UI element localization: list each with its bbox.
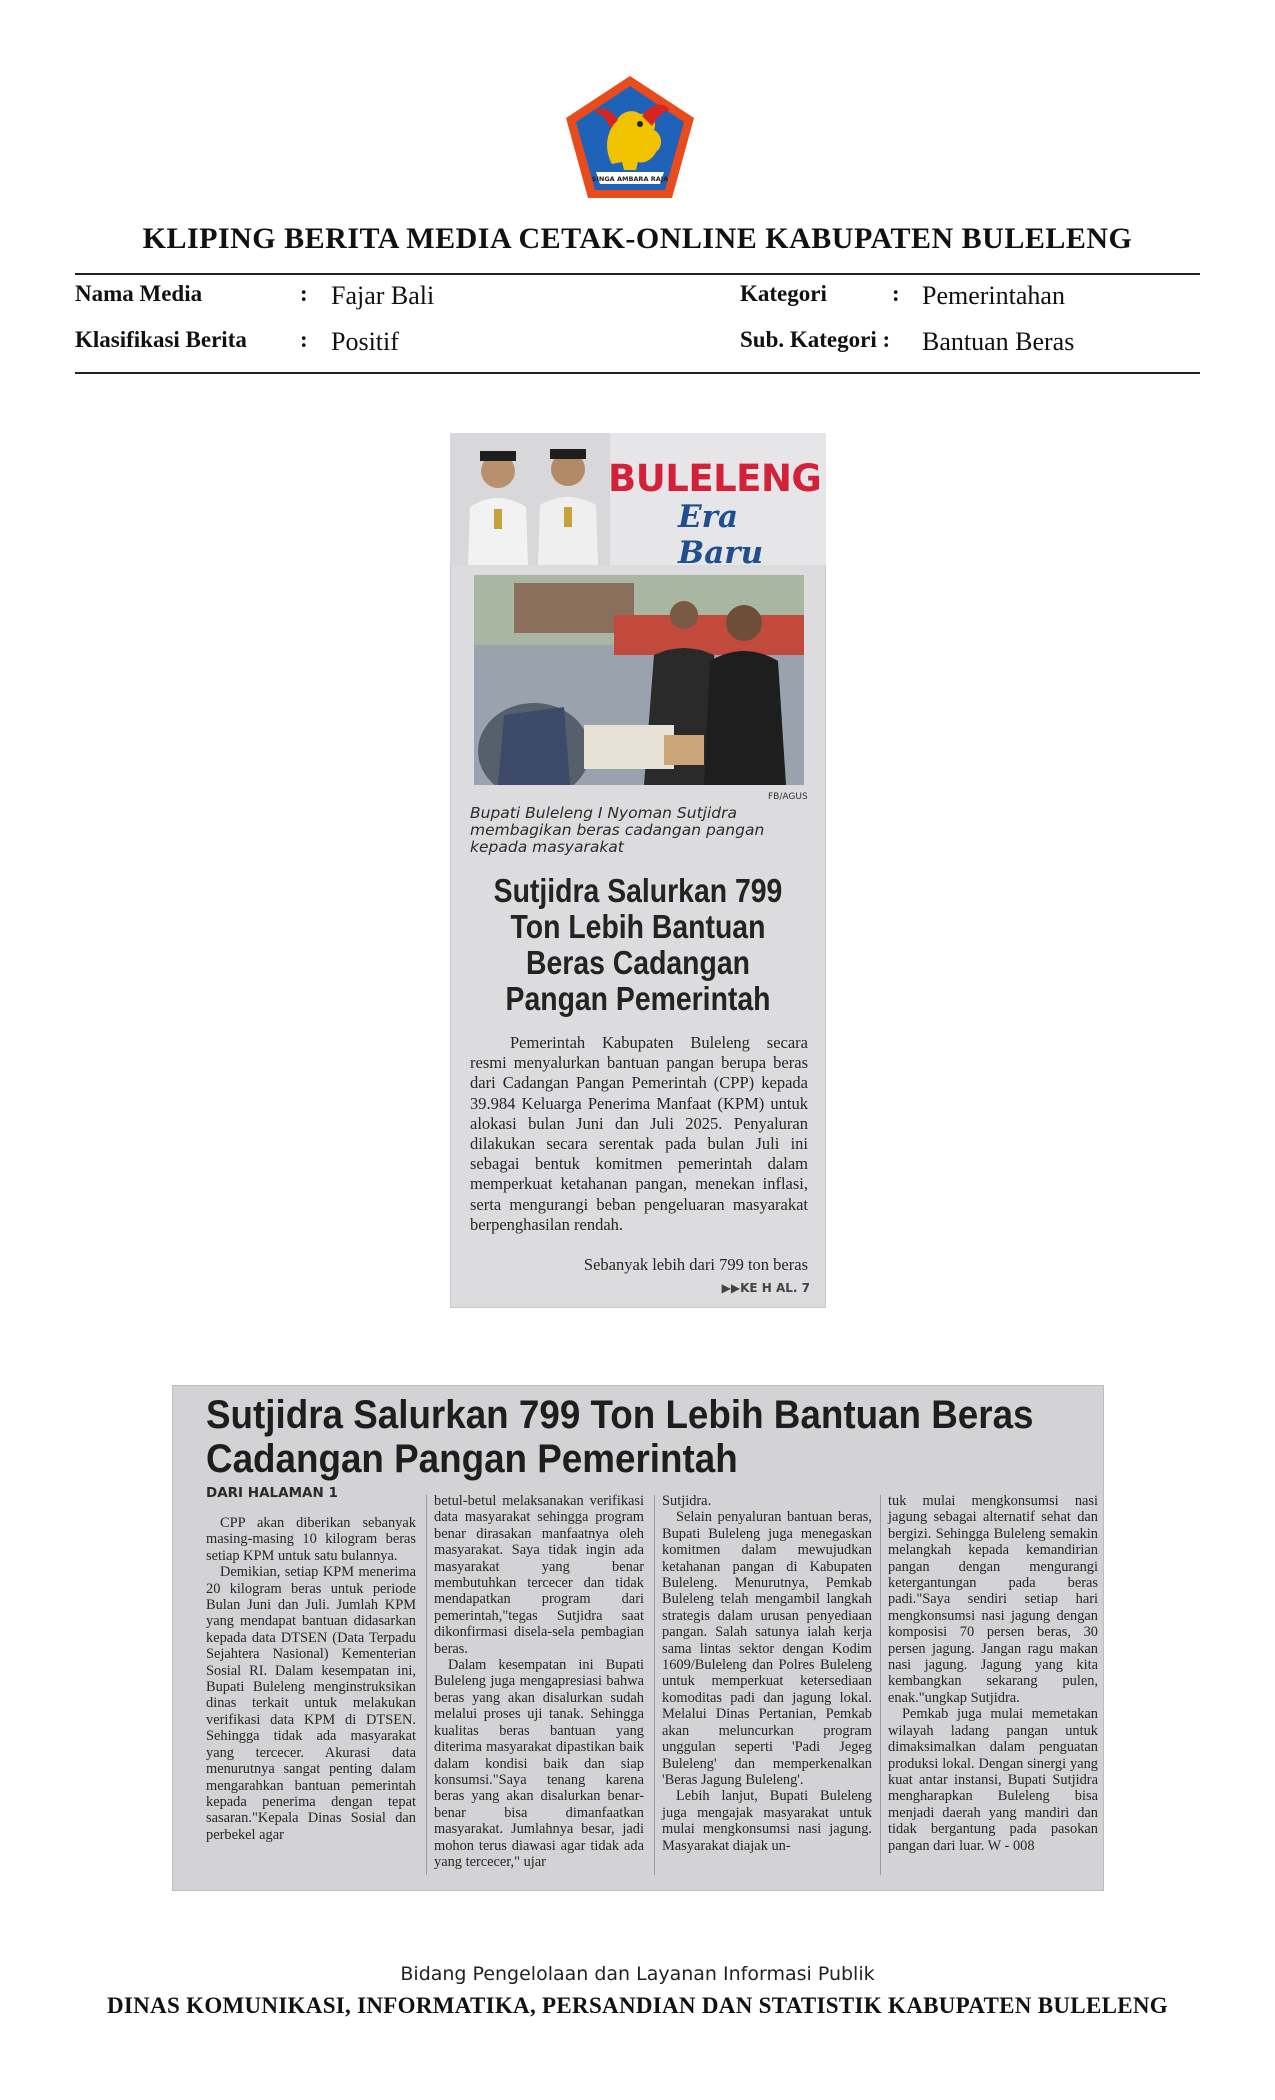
sub-category-label: Sub. Kategori : — [740, 327, 891, 352]
column-3-paragraph-2: Selain penyaluran bantuan beras, Bupati Buleleng juga menegaskan komitmen dalam mewujudkan ketahanan pangan di Kabupaten Buleleng. Menurutnya, Pemkab Buleleng telah mengambil langkah strategis dalam urusan penyediaan pangan. Salah satunya ialah kerja sama lintas sektor dengan Kodim 1609/Buleleng dan Polres Buleleng untuk memperkuat ketersediaan komoditas padi dan jagung lokal. Melalui Dinas Pertanian, Pemkab akan meluncurkan program unggulan seperti 'Padi Jegeg Buleleng' dan memperkenalkan 'Beras Jagung Buleleng'. — [662, 1509, 872, 1788]
column-4-paragraph-2: Pemkab juga mulai memetakan wilayah ladang pangan untuk dimaksimalkan dalam penguatan produksi lokal. Dengan sinergi yang kuat antar instansi, Bupati Sutjidra mengharapkan Buleleng bisa menjadi daerah yang mandiri dan tidak bergantung pada pasokan pangan dari luar. W - 008 — [888, 1706, 1098, 1854]
column-1-paragraph-2: Demikian, setiap KPM menerima 20 kilogram beras untuk periode Bulan Juni dan Juli. Jumlah KPM yang mendapat bantuan didasarkan kepada data DTSEN (Data Terpadu Sejahtera Nasional) Kementerian Sosial RI. Dalam kesempatan ini, Bupati Buleleng menginstruksikan dinas terkait untuk melakukan verifikasi data KPM di DTSEN. Sehingga tidak ada masyarakat yang tercecer. Akurasi data menurutnya sangat penting dalam mengarahkan bantuan pemerintah kepada penerima dengan tepat sasaran."Kepala Dinas Sosial dan perbekel agar — [206, 1564, 416, 1843]
continuation-headline: Sutjidra Salurkan 799 Ton Lebih Bantuan Beras Cadangan Pangan Pemerintah — [206, 1393, 1034, 1481]
column-4-paragraph-1: tuk mulai mengkonsumsi nasi jagung sebagai alternatif sehat dan bergizi. Sehingga Buleleng semakin melangkah kepada kemandirian pangan dengan mengurangi ketergantungan pada beras padi."Saya sendiri setiap hari mengkonsumsi nasi jagung dengan komposisi 70 persen beras, 30 persen jagung. Jangan ragu makan nasi jagung. Jagung yang kita kembangkan sekarang pulen, enak."ungkap Sutjidra. — [888, 1493, 1098, 1706]
rubric-title: BULELENG — [608, 457, 822, 500]
media-value: Fajar Bali — [331, 281, 435, 310]
article-column-4 — [888, 1493, 1098, 1854]
column-divider — [654, 1495, 655, 1875]
article-column-3 — [662, 1493, 872, 1854]
photo-credit: FB/AGUS — [768, 792, 808, 802]
front-teaser: Sebanyak lebih dari 799 ton beras — [583, 1255, 808, 1274]
media-label: Nama Media — [75, 281, 203, 306]
article-column-2 — [434, 1493, 644, 1870]
photo-caption: Bupati Buleleng I Nyoman Sutjidra membagikan beras cadangan pangan kepada masyarakat — [470, 804, 765, 856]
regency-emblem-logo — [560, 72, 700, 202]
rubric-subtitle: Era Baru — [678, 499, 764, 571]
rubric-banner — [450, 433, 826, 571]
column-divider — [426, 1495, 427, 1875]
header-top-rule — [75, 273, 1200, 275]
officials-portrait — [450, 433, 610, 565]
front-headline: Sutjidra Salurkan 799 Ton Lebih Bantuan Beras Cadangan Pangan Pemerintah — [493, 872, 783, 1017]
continued-marker: ▶▶KE H AL. 7 — [721, 1281, 810, 1295]
continuation-kicker: DARI HALAMAN 1 — [206, 1485, 338, 1501]
footer-agency: DINAS KOMUNIKASI, INFORMATIKA, PERSANDIAN DAN STATISTIK KABUPATEN BULELENG — [107, 1993, 1168, 2018]
front-body: Pemerintah Kabupaten Buleleng secara resmi menyalurkan bantuan pangan berupa beras dari Cadangan Pangan Pemerintah (CPP) kepada 39.984 Keluarga Penerima Manfaat (KPM) untuk alokasi bulan Juni dan Juli 2025. Penyaluran dilakukan secara serentak pada bulan Juli ini sebagai bentuk komitmen pemerintah dalam memperkuat ketahanan pangan, menekan inflasi, serta mengurangi beban pengeluaran masyarakat berpenghasilan rendah. — [470, 1033, 808, 1234]
category-colon: : — [892, 281, 900, 306]
column-1-paragraph-1: CPP akan diberikan sebanyak masing-masing 10 kilogram beras setiap KPM untuk satu bulannya. — [206, 1515, 416, 1564]
media-colon: : — [300, 281, 308, 306]
document-title: KLIPING BERITA MEDIA CETAK-ONLINE KABUPATEN BULELENG — [142, 222, 1133, 255]
column-divider — [880, 1495, 881, 1875]
column-2-paragraph-1: betul-betul melaksanakan verifikasi data masyarakat sehingga program benar dirasakan manfaatnya oleh masyarakat. Saya tidak ingin ada masyarakat yang benar membutuhkan tercecer dan tidak mendapatkan program dari pemerintah,"tegas Sutjidra saat dikonfirmasi disela-sela pembagian beras. — [434, 1493, 644, 1657]
category-label: Kategori — [740, 281, 827, 306]
emblem-motto: SINGA AMBARA RAJA — [591, 175, 669, 183]
classification-label: Klasifikasi Berita — [75, 327, 247, 352]
column-3-paragraph-1: Sutjidra. — [662, 1493, 712, 1509]
sub-category-value: Bantuan Beras — [922, 327, 1075, 356]
front-page-clipping — [450, 433, 826, 1308]
continuation-clipping — [172, 1385, 1104, 1891]
news-photo — [474, 575, 804, 785]
continued-label: KE H AL. 7 — [740, 1281, 810, 1295]
column-3-paragraph-3: Lebih lanjut, Bupati Buleleng juga mengajak masyarakat untuk mulai mengkonsumsi nasi jagung. Masyarakat diajak un- — [662, 1788, 872, 1854]
category-value: Pemerintahan — [922, 281, 1065, 310]
header-bottom-rule — [75, 372, 1200, 374]
article-column-1 — [206, 1515, 416, 1843]
classification-colon: : — [300, 327, 308, 352]
footer-division: Bidang Pengelolaan dan Layanan Informasi Publik — [400, 1963, 875, 1985]
classification-value: Positif — [331, 327, 399, 356]
column-2-paragraph-2: Dalam kesempatan ini Bupati Buleleng juga mengapresiasi bahwa beras yang akan disalurkan sudah melalui proses uji tanak. Sehingga kualitas beras bantuan yang diterima masyarakat dipastikan baik dalam kondisi baik dan siap konsumsi."Saya tenang karena beras yang akan disalurkan benar-benar bisa dimanfaatkan masyarakat. Jumlahnya besar, jadi mohon terus diawasi agar tidak ada yang tercecer," ujar — [434, 1657, 644, 1870]
